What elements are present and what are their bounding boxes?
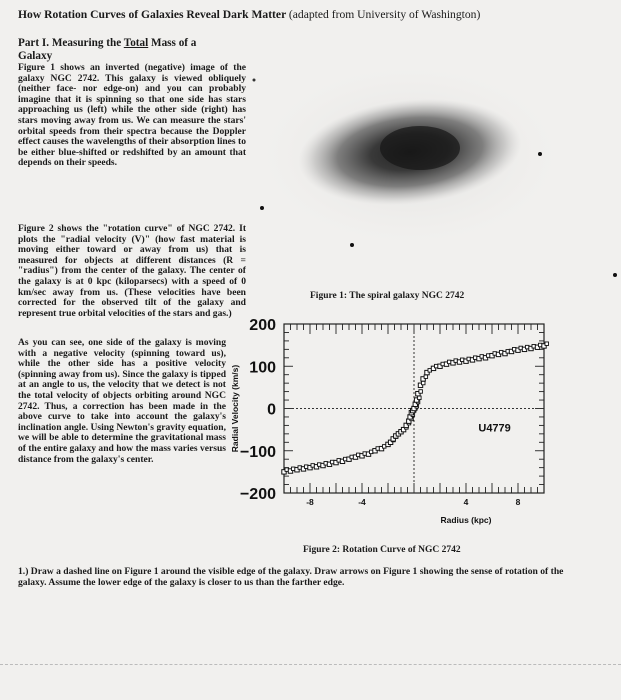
y-tick-label: 200 [249, 317, 276, 334]
x-tick-label: -8 [306, 497, 314, 507]
title-sub: (adapted from University of Washington) [288, 8, 481, 21]
y-axis-label: Radial Velocity (km/s) [230, 364, 240, 453]
y-tick-label: −100 [239, 443, 276, 461]
paragraph-figure1-description: Figure 1 shows an inverted (negative) image of the galaxy NGC 2742. This galaxy is viewed obliquely (neither face- nor edge-on) and you can probably imagine that it is spinning so that one side has stars approaching us (left) while the other side (right) has stars moving away from us. We can measure the stars' orbital speeds from their spectra because the Doppler effect causes the wavelengths of their absorption lines to be either blue-shifted or redshifted by an amount that depends on their speeds. [18, 62, 246, 169]
y-tick-label: 0 [267, 401, 276, 419]
y-tick-label: 100 [249, 359, 276, 377]
chart-annotation: U4779 [478, 422, 511, 435]
data-point [424, 375, 428, 379]
paragraph-figure2-description: Figure 2 shows the "rotation curve" of NGC 2742. It plots the "radial velocity (V)" (how fast material is moving either toward or away from us) that is measured for objects at different distances (R = "radius") from the center of the galaxy. The center of the galaxy is at 0 kpc (kiloparsecs) with a speed of 0 km/sec away from us. (These velocities have been corrected for the observed tilt of the galaxy and represent true orbital velocities of the stars and gas.) [18, 223, 246, 319]
figure1-caption: Figure 1: The spiral galaxy NGC 2742 [310, 291, 465, 301]
x-tick-label: 4 [463, 497, 469, 507]
galaxy-image [250, 60, 620, 285]
document-title [18, 8, 480, 21]
data-point [418, 396, 422, 400]
figure2-caption: Figure 2: Rotation Curve of NGC 2742 [303, 545, 461, 555]
rotation-curve-svg [228, 310, 563, 525]
x-tick-label: 8 [515, 497, 521, 507]
part-heading [18, 37, 233, 63]
paragraph-velocity-explanation: As you can see, one side of the galaxy is moving with a negative velocity (spinning toward us), while the other side has a positive velocity (spinning away from us). Since the galaxy is tipped at an angle to us, the velocity that we detect is not the total velocity of objects orbiting around NGC 2742. Thus, a correction has been made in the above curve to take into account the galaxy's inclination angle. Using Newton's gravity equation, we will be able to determine the gravitational mass of the entire galaxy and how the mass varies versus distance from the galaxy's center. [18, 337, 226, 465]
y-tick-label: −200 [239, 486, 276, 503]
page-divider [0, 664, 621, 665]
x-tick-label: -4 [358, 497, 366, 507]
part-heading-underline: Total [123, 37, 149, 49]
title-main: How Rotation Curves of Galaxies Reveal Dark Matter [18, 8, 287, 21]
data-point [419, 390, 423, 394]
x-axis-label: Radius (kpc) [440, 515, 492, 525]
data-point [545, 342, 549, 346]
data-point [422, 381, 426, 385]
part-heading-pre: Part I. Measuring the [18, 37, 124, 49]
rotation-curve-chart [228, 310, 563, 525]
question-1: 1.) Draw a dashed line on Figure 1 around the visible edge of the galaxy. Draw arrows on Figure 1 showing the sense of rotation of the galaxy. Assume the lower edge of the galaxy is closer to us than the farther edge. [18, 566, 564, 588]
part-heading-post: Mass of a Galaxy [18, 37, 197, 62]
